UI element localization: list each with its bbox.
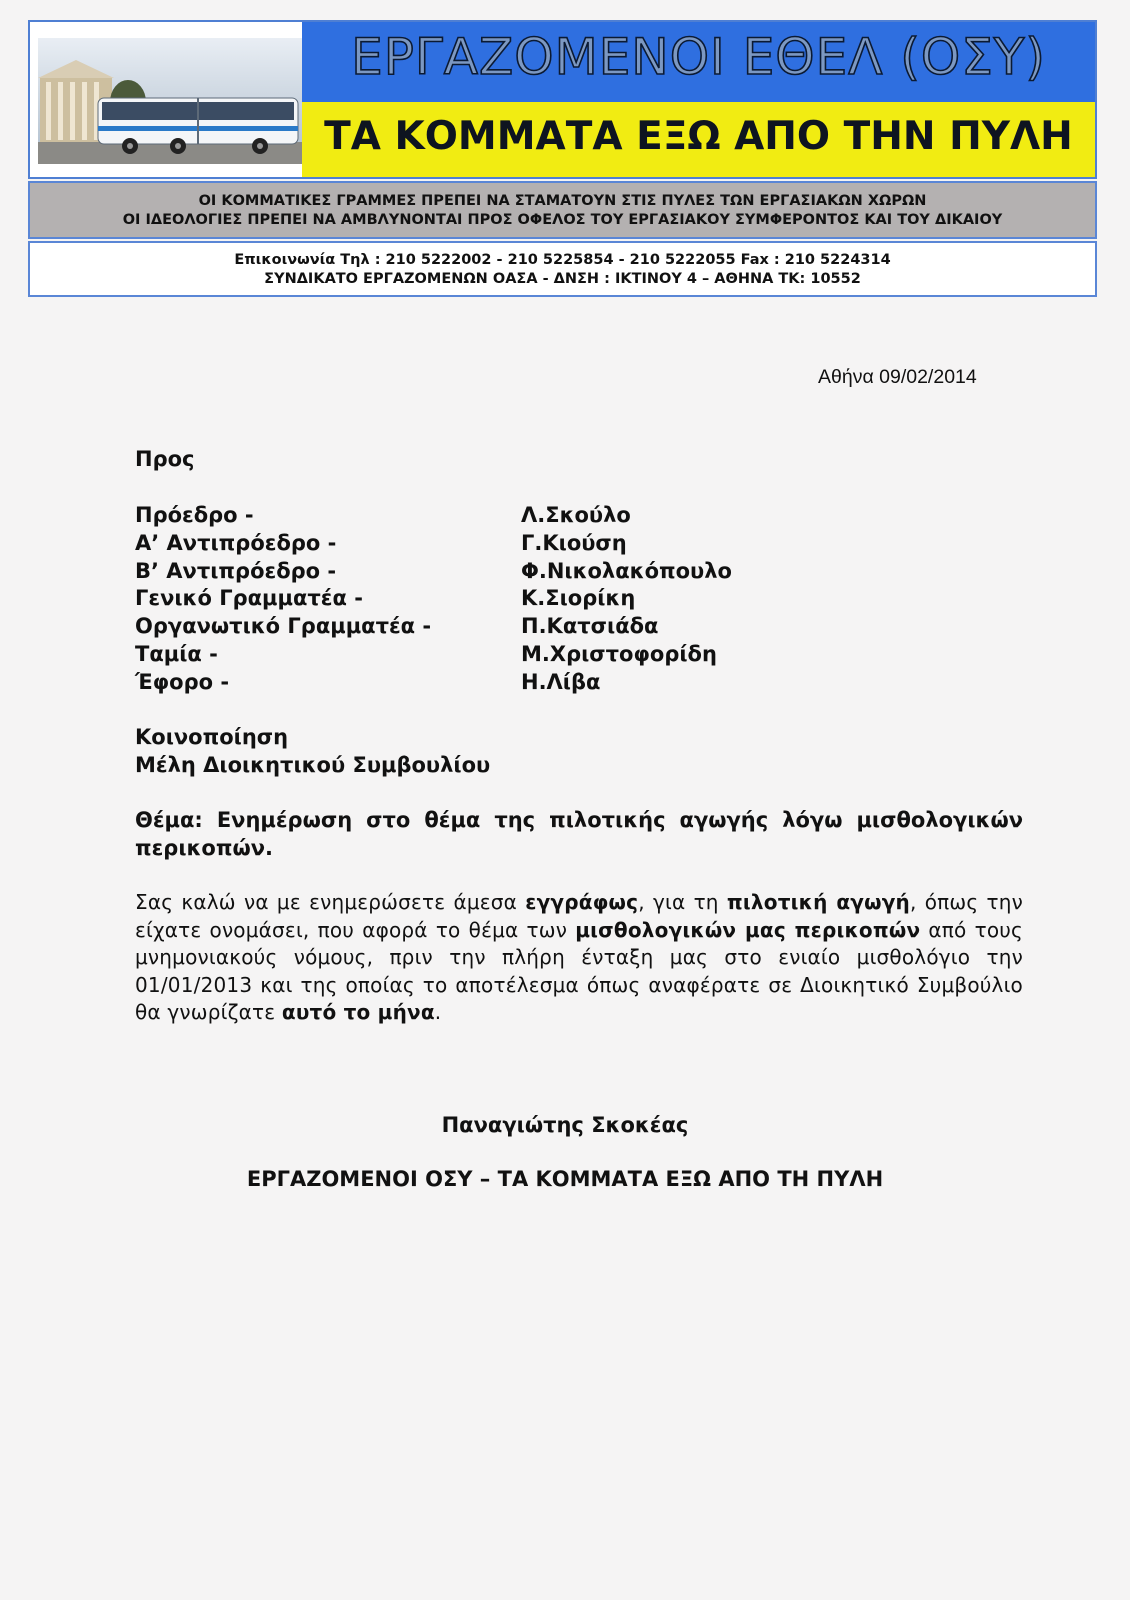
paragraph-text: , για τη (638, 890, 727, 914)
letterhead-banner (28, 20, 1097, 179)
recipient-name: Γ.Κιούση (521, 530, 627, 555)
signature-group: ΕΡΓΑΖΟΜΕΝΟΙ ΟΣΥ – ΤΑ ΚΟΜΜΑΤΑ ΕΞΩ ΑΠΟ ΤΗ ΠΥΛΗ (246, 1167, 884, 1191)
signature-name: Παναγιώτης Σκοκέας (441, 1113, 689, 1137)
motto-box (28, 181, 1097, 239)
recipient-name: Η.Λίβα (521, 669, 601, 694)
letter-subject: Θέμα: Ενημέρωση στο θέμα της πιλοτικής αγωγής λόγω μισθολογικών περικοπών. (135, 808, 1023, 860)
paragraph-emphasis: μισθολογικών μας περικοπών (575, 917, 921, 942)
contact-line-2: ΣΥΝΔΙΚΑΤΟ ΕΡΓΑΖΟΜΕΝΩΝ ΟΑΣΑ - ΔΝΣΗ : ΙΚΤΙΝΟΥ 4 – ΑΘΗΝΑ ΤΚ: 10552 (264, 271, 861, 287)
recipient-row (135, 585, 732, 613)
paragraph-emphasis: πιλοτική αγωγή (726, 890, 910, 914)
recipient-row (135, 502, 732, 530)
motto-line-1: ΟΙ ΚΟΜΜΑΤΙΚΕΣ ΓΡΑΜΜΕΣ ΠΡΕΠΕΙ ΝΑ ΣΤΑΜΑΤΟΥΝ ΣΤΙΣ ΠΥΛΕΣ ΤΩΝ ΕΡΓΑΣΙΑΚΩΝ ΧΩΡΩΝ (198, 193, 927, 209)
banner-subtitle-area (302, 102, 1095, 177)
recipient-name: Μ.Χριστοφορίδη (521, 641, 717, 666)
recipient-name: Λ.Σκούλο (521, 503, 631, 527)
paragraph-text: , όπως την είχατε ονομάσει, που αφορά το θέμα των (135, 890, 1023, 942)
contact-line-1: Επικοινωνία Τηλ : 210 5222002 - 210 5225854 - 210 5222055 Fax : 210 5224314 (234, 252, 891, 268)
to-label: Προς (135, 447, 195, 471)
recipient-name: Κ.Σιορίκη (521, 586, 636, 611)
cc-label: Κοινοποίηση (135, 725, 289, 749)
cc-block (135, 723, 490, 779)
recipient-role: Οργανωτικό Γραμματέα - (135, 614, 432, 639)
recipient-row (135, 558, 732, 586)
recipient-role: Α’ Αντιπρόεδρο - (135, 530, 337, 555)
cc-value: Μέλη Διοικητικού Συμβουλίου (135, 753, 491, 777)
recipient-row (135, 530, 732, 558)
letter-date: Αθήνα 09/02/2014 (818, 366, 977, 388)
recipient-role: Ταμία - (135, 641, 218, 666)
recipient-name: Φ.Νικολακόπουλο (521, 558, 732, 583)
contact-box (28, 241, 1097, 297)
recipient-row (135, 613, 732, 641)
paragraph-text: Σας καλώ να με ενημερώσετε άμεσα (135, 890, 526, 914)
banner-title: ΕΡΓΑΖΟΜΕΝΟΙ ΕΘΕΛ (ΟΣΥ) (351, 28, 1046, 86)
recipient-name: Π.Κατσιάδα (521, 614, 659, 639)
motto-line-2: ΟΙ ΙΔΕΟΛΟΓΙΕΣ ΠΡΕΠΕΙ ΝΑ ΑΜΒΛΥΝΟΝΤΑΙ ΠΡΟΣ ΟΦΕΛΟΣ ΤΟΥ ΕΡΓΑΣΙΑΚΟΥ ΣΥΜΦΕΡΟΝΤΟΣ ΚΑΙ ΤΟΥ ΔΙΚΑΙΟΥ (122, 212, 1003, 228)
recipient-row (135, 669, 732, 697)
paragraph-emphasis: εγγράφως (525, 890, 639, 914)
banner-subtitle: ΤΑ ΚΟΜΜΑΤΑ ΕΞΩ ΑΠΟ ΤΗΝ ΠΥΛΗ (324, 114, 1073, 159)
banner-title-area (302, 22, 1095, 102)
paragraph-emphasis: αυτό το μήνα (281, 1000, 435, 1024)
recipients-list (135, 502, 732, 697)
recipient-role: Β’ Αντιπρόεδρο - (135, 558, 337, 583)
recipient-role: Γενικό Γραμματέα - (135, 586, 363, 611)
recipient-role: Πρόεδρο - (135, 503, 254, 527)
recipient-row (135, 641, 732, 669)
paragraph-text: από τους μνημονιακούς νόμους, πριν την πλήρη ένταξη μας στο ενιαίο μισθολόγιο την 01/01/2013 και της οποίας το αποτέλεσμα όπως αναφέρατε σε Διοικητικό Συμβούλιο θα γνωρίζατε (135, 917, 1023, 1024)
recipient-role: Έφορο - (135, 669, 230, 694)
paragraph-text: . (434, 1000, 442, 1024)
bus-photo (38, 38, 302, 164)
letter-paragraph (135, 889, 1023, 1027)
